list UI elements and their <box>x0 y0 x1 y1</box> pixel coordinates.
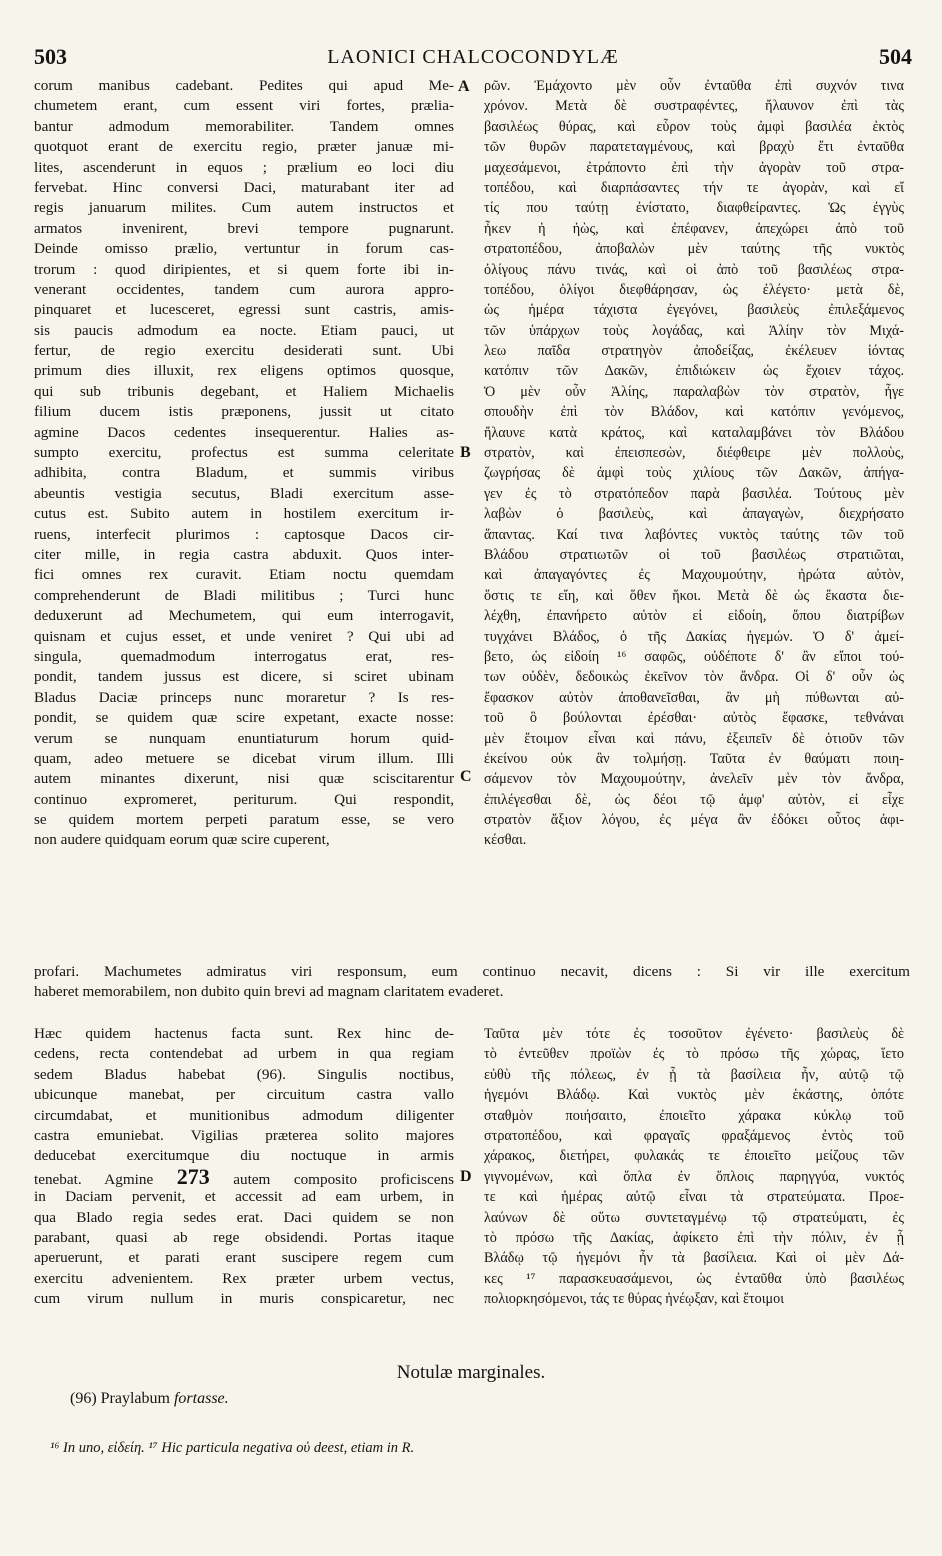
text-line: sumpto exercitu, profectus est summa celeritate <box>34 444 454 462</box>
text-line: armatos invenirent, brevi tempore pugnarunt. <box>34 219 454 237</box>
text-line: non audere quidquam eorum quæ scire cuperent, <box>34 831 330 849</box>
text-line: sedem Bladus habebat (96). Singulis noctibus, <box>34 1065 454 1083</box>
latin-column-top <box>34 76 454 851</box>
text-line: sis paucis admodum ea nocte. Etiam pauci, ut <box>34 321 454 339</box>
text-line: parabant, quasi ab rege obsidendi. Portas itaque <box>34 1228 454 1246</box>
text-line: agmine Dacos cedentes insequerentur. Halies as- <box>34 423 454 441</box>
text-line: castra emuniebat. Vigilias præterea solito majores <box>34 1126 454 1144</box>
text-line: quisnam et cujus esset, et unde veniret ? Qui ubi ad <box>34 627 454 645</box>
text-line: primum dies illuxit, rex eligens optimos quosque, <box>34 362 454 380</box>
text-line: των οὐδὲν, δεδοικὼς ἐκεῖνον τὸν ἄνδρα. Οἱ δ' οὖν ὡς <box>484 669 904 686</box>
text-line: ἐπιλέγεσθαι δὲ, ὡς δέοι τῷ ἀμφ' αὐτὸν, εἰ εἶχε <box>484 791 904 808</box>
text-line: deduxerunt ad Mechumetem, qui eum interrogavit, <box>34 607 454 625</box>
text-line: σταθμὸν ποιήσαιτο, ἐποιεῖτο χάρακα κύκλῳ τοῦ <box>484 1107 904 1124</box>
text-line: Bladus Daciæ princeps nunc moraretur ? Is res- <box>34 688 454 706</box>
text-line: ruens, interfecit plurimos : captosque Dacos cir- <box>34 525 454 543</box>
text-line: fici omnes rex curavit. Etiam noctu quemdam <box>34 566 454 584</box>
text-line: χάρακος, διετήρει, φυλακάς τε ἐποιεῖτο μείζους τῶν <box>484 1148 904 1165</box>
text-line: λεω παῖδα στρατηγὸν ἀποδείξας, ἐκέλευεν ἰόντας <box>484 343 904 360</box>
marginal-note-96: (96) Praylabum fortasse. <box>70 1390 229 1407</box>
text-line: se quidem mortem perpeti paratum esse, se vero <box>34 811 454 829</box>
latin-bottom-after <box>34 1187 454 1309</box>
text-line: στρατοπέδου, καὶ φραγαῖς φραξάμενος ἐντὸς τοῦ <box>484 1127 904 1144</box>
text-line: ρῶν. Ἐμάχοντο μὲν οὖν ἐνταῦθα ἐπὶ συχνόν τινα <box>484 78 904 94</box>
margin-letter-d: D <box>460 1168 472 1185</box>
text-line: adhibita, contra Bladum, et summis viribus <box>34 464 454 482</box>
text-line: chumetem erant, cum essent viri fortes, prælia- <box>34 97 454 115</box>
text-line: τίς που ταύτῃ ἐνίστατο, διαφθείραντες. Ὡς ἐγγὺς <box>484 200 904 217</box>
text-line: ὀλίγους πάνυ τινάς, καὶ οἱ ἀπὸ τοῦ βασιλέως στρα- <box>484 261 904 278</box>
text-line: τῶν ὑπάρχων τοὺς λογάδας, καὶ Ἀλίην τὸν Μιχά- <box>484 322 904 339</box>
text-line: comprehenderunt de Bladi militibus ; Turci hunc <box>34 586 454 604</box>
text-line: κες ¹⁷ παρασκευασάμενοι, ὡς ἐνταῦθα ὑπὸ βασιλέως <box>484 1270 904 1287</box>
text-line: ὅστις τε εἴη, καὶ ὅθεν ἥκοι. Μετὰ δὲ ὡς ἕκαστα διε- <box>484 587 904 604</box>
text-line: τὸ πρόσω τῆς Δακίας, ἀφίκετο ἐπὶ τὴν πόλιν, ἐν ᾗ <box>484 1229 904 1246</box>
text-line: γεν ἐς τὸ στρατόπεδον παρὰ βασιλέα. Τούτους μὲν <box>484 485 904 502</box>
text-line: τοπέδου, καὶ διαρπάσαντες τήν τε ἀγορὰν, καὶ εἴ <box>484 179 904 196</box>
text-line: cum virum nullum in muris conspicaretur, nec <box>34 1290 454 1308</box>
text-line: τὸ ἐντεῦθεν προϊὼν ἐς τὸ πρόσω τῆς χώρας, ἵετο <box>484 1046 904 1063</box>
text-line: ubicunque manebat, per circuitum castra vallo <box>34 1086 454 1104</box>
text-line: τοῦ ὃ βούλονται ἐρέσθαι· αὐτὸς ἔφασκε, τεθνάναι <box>484 710 904 727</box>
text-line-agmine: tenebat. Agmine 273 autem composito proficiscens <box>34 1167 454 1187</box>
text-line: abeuntis vestigia secutus, Bladi exercitum asse- <box>34 484 454 502</box>
page-header <box>34 40 912 74</box>
text-line: καὶ ἀπαγαγόντες ἐς Μαχουμούτην, ἠρώτα αὐτὸν, <box>484 567 904 584</box>
text-line: pondit, tandem jussus est dicere, si sciret ubinam <box>34 668 454 686</box>
text-line: εὐθὺ τῆς πόλεως, ἐν ᾗ τὰ βασίλεια ἦν, αὐτῷ τῷ <box>484 1066 904 1083</box>
text-line: fertur, de regio exercitu desiderati sunt. Ubi <box>34 342 454 360</box>
running-title: LAONICI CHALCOCONDYLÆ <box>327 46 619 68</box>
margin-letter-a: A <box>458 78 470 95</box>
notes-heading: Notulæ marginales. <box>396 1362 546 1383</box>
text-line: profari. Machumetes admiratus viri responsum, eum continuo necavit, dicens : Si vir ille exercitum <box>34 963 910 980</box>
text-line: ὡς ἡμέρα τάχιστα ἐγεγόνει, βασιλεὺς ἐπιλεξάμενος <box>484 302 904 319</box>
text-line: autem minantes dixerunt, nisi quæ sciscitarentur <box>34 770 454 788</box>
text-line: μαχεσάμενοι, ἐτράποντο ἐπὶ τὴν ἀγορὰν τοῦ στρα- <box>484 159 904 176</box>
text-line: qua Blado regia sedes erat. Daci quidem se non <box>34 1208 454 1226</box>
text-line: ἦκεν ἡ ἠὼς, καὶ ἐπέφανεν, ἀπεχώρει ἀπὸ τοῦ <box>484 220 904 237</box>
text-line: λέχθη, ἐπανήρετο αὐτὸν εἰ εἰδοίη, ὅπου διατρίβων <box>484 608 904 625</box>
text-line: deducebat exercitumque diu noctuque in armis <box>34 1147 454 1165</box>
text-line: ἔφασκον αὐτὸν ἀποθανεῖσθαι, ἂν μὴ πύθωνται αὐ- <box>484 689 904 706</box>
text-line: citer mille, in regia castra abduxit. Quos inter- <box>34 545 454 563</box>
text-line: cutus est. Subito autem in hostilem exercitum ir- <box>34 505 454 523</box>
text-line: ἅπαντας. Καί τινα λαβόντες νυκτὸς ταύτης τῶν τοῦ <box>484 526 904 543</box>
text-line: λαβὼν ὁ βασιλεὺς, καὶ ἀπαγαγὼν, διεχρήσατο <box>484 506 904 523</box>
text-line: χρόνον. Μετὰ δὲ συστραφέντες, ἤλαυνον ἐπὶ τὰς <box>484 98 904 115</box>
text-line: regis januarum milites. Cum autem instructos et <box>34 199 454 217</box>
text-line: verum se nunquam enuntiaturum horum quid- <box>34 729 454 747</box>
text-line: γιγνομένων, καὶ ὅπλα ἐν ὅπλοις παρηγγύα, νυκτός <box>484 1168 904 1185</box>
text-line: Ταῦτα μὲν τότε ἐς τοσοῦτον ἐγένετο· βασιλεὺς δὲ <box>484 1026 904 1042</box>
text-line: ἡγεμόνι Βλάδῳ. Καὶ νυκτὸς μὲν ἑκάστης, ὁπότε <box>484 1087 904 1104</box>
text-line: aperuerunt, et parati erant suscipere regem cum <box>34 1249 454 1267</box>
text-line: στρατοπέδου, ἀποβαλὼν μὲν ταύτης τῆς νυκτὸς <box>484 241 904 258</box>
text-line: exercitu advenientem. Rex præter urbem vectus, <box>34 1269 454 1287</box>
text-line: singula, quemadmodum interrogatus erat, res- <box>34 647 454 665</box>
text-line: Ὁ μὲν οὖν Ἀλίης, παραλαβὼν τὸν στρατὸν, ἦγε <box>484 383 904 400</box>
latin-column-bottom <box>34 1024 454 1309</box>
text-line: venerant occidentes, tandem cum aurora appro- <box>34 280 454 298</box>
text-line: λαύνων δὲ οὕτω συντεταγμένῳ τῷ στρατεύματι, ἐς <box>484 1209 904 1226</box>
text-line: σάμενον τὸν Μαχουμούτην, ἀνελεῖν μὲν τὸν ἄνδρα, <box>484 771 904 788</box>
text-line: quam, adeo metuere se dicebat virum illum. Illi <box>34 749 454 767</box>
text-line: qui sub tribunis degebant, et Haliem Michaelis <box>34 382 454 400</box>
text-line: trorum : quod diripientes, et si quem forte ibi in- <box>34 260 454 278</box>
text-line: pondit, se quidem quæ scire expetant, exacte nosse: <box>34 709 454 727</box>
text-line: filium ducem istis præponens, jussit ut citato <box>34 403 454 421</box>
page-marker-273: 273 <box>176 1166 210 1188</box>
footnotes: ¹⁶ In uno, εἰδείη. ¹⁷ Hic particula negativa οὐ deest, etiam in R. <box>50 1440 415 1456</box>
text-line: fervebat. Hinc conversi Daci, maturabant iter ad <box>34 178 454 196</box>
text-line: Hæc quidem hactenus facta sunt. Rex hinc de- <box>34 1025 454 1042</box>
text-line: μὲν ἕτοιμον εἶναι καὶ πάνυ, ἐξειπεῖν δὲ ὁτιοῦν τῶν <box>484 730 904 747</box>
text-line: πολιορκησόμενοι, τάς τε θύρας ἠνέῳξαν, καὶ ἕτοιμοι <box>484 1291 785 1308</box>
text-line: in Daciam pervenit, et accessit ad eam urbem, in <box>34 1188 454 1206</box>
text-line: ἐκείνου οὐκ ἂν τολμήσῃ. Ταῦτα ἐν θαύματι ποιη- <box>484 750 904 767</box>
text-line: τυγχάνει Βλάδος, ὁ τῆς Δακίας ἡγεμών. Ὁ δ' ἀμεί- <box>484 628 904 645</box>
latin-bottom-before <box>34 1024 454 1167</box>
text-line: στρατὸν, καὶ ἐπεισπεσὼν, διέφθειρε μὲν πολλοὺς, <box>484 445 904 462</box>
text-line: τῶν θυρῶν παρατεταγμένους, καὶ βραχὺ ἔτι ἐνταῦθα <box>484 139 904 156</box>
page-number-left: 503 <box>34 44 67 69</box>
text-line: corum manibus cadebant. Pedites qui apud Me- <box>34 77 454 94</box>
text-line: circumdabat, et munitionibus admodum diligenter <box>34 1106 454 1124</box>
text-line: κατόπιν τῶν Δακῶν, ἐπιδιώκειν ὡς ἔχοιεν τάχος. <box>484 363 904 380</box>
text-line: σπουδὴν ἐπὶ τὸν Βλάδον, καὶ κατόπιν γενόμενος, <box>484 404 904 421</box>
text-line: στρατὸν ἄξιον λόγου, ἐς μέγα ἂν ἐδόκει οὗτος ἀφι- <box>484 812 904 829</box>
text-line: ἤλαυνε κατὰ κράτος, καὶ καταλαμβάνει τὸν Βλάδου <box>484 424 904 441</box>
text-line: pinquaret et lucesceret, egressi sunt castris, amis- <box>34 301 454 319</box>
text-line: κέσθαι. <box>484 832 527 849</box>
latin-full-width-lines <box>34 962 910 1003</box>
greek-column-bottom <box>484 1024 904 1309</box>
page-number-right: 504 <box>879 44 912 69</box>
text-line: βασιλέως θύρας, καὶ εὗρον τοὺς ἀμφὶ βασιλέα ἐκτὸς <box>484 118 904 135</box>
text-line: cedens, recta contendebat ad urbem in qua regiam <box>34 1045 454 1063</box>
greek-column-top <box>484 76 904 851</box>
margin-letter-c: C <box>460 768 472 785</box>
text-line: τοπέδου, ὀλίγοι διεφθάρησαν, ὡς ἐλέγετο· μετὰ δὲ, <box>484 281 904 298</box>
text-line: continuo expromeret, periturum. Qui respondit, <box>34 790 454 808</box>
text-line: τε καὶ ἡμέρας αὐτῷ εἶναι τὰ στρατεύματα. Προε- <box>484 1189 904 1206</box>
text-line: ζωγρήσας δὲ ἀμφὶ τοὺς χιλίους τῶν Δακῶν, ἀπήγα- <box>484 465 904 482</box>
text-line: haberet memorabilem, non dubito quin brevi ad magnam claritatem evaderet. <box>34 983 504 1001</box>
text-line: bantur admodum memorabiliter. Tandem omnes <box>34 117 454 135</box>
text-line: βετο, ὡς εἰδοίη ¹⁶ σαφῶς, οὐδέποτε δ' ἂν εἴποι τού- <box>484 648 904 665</box>
text-line: Βλάδῳ τῷ ἡγεμόνι ἦν τὰ βασίλεια. Καὶ οἱ μὲν Δά- <box>484 1250 904 1267</box>
text-line: Deinde omisso prælio, vertuntur in forum cas- <box>34 240 454 258</box>
margin-letter-b: B <box>460 444 471 461</box>
text-line: lites, ascenderunt in equos ; prælium eo loci diu <box>34 158 454 176</box>
text-line: quotquot erant de exercitu regio, præter januæ mi- <box>34 138 454 156</box>
text-line: Βλάδου στρατιωτῶν οἱ τοῦ βασιλέως στρατιῶται, <box>484 546 904 563</box>
